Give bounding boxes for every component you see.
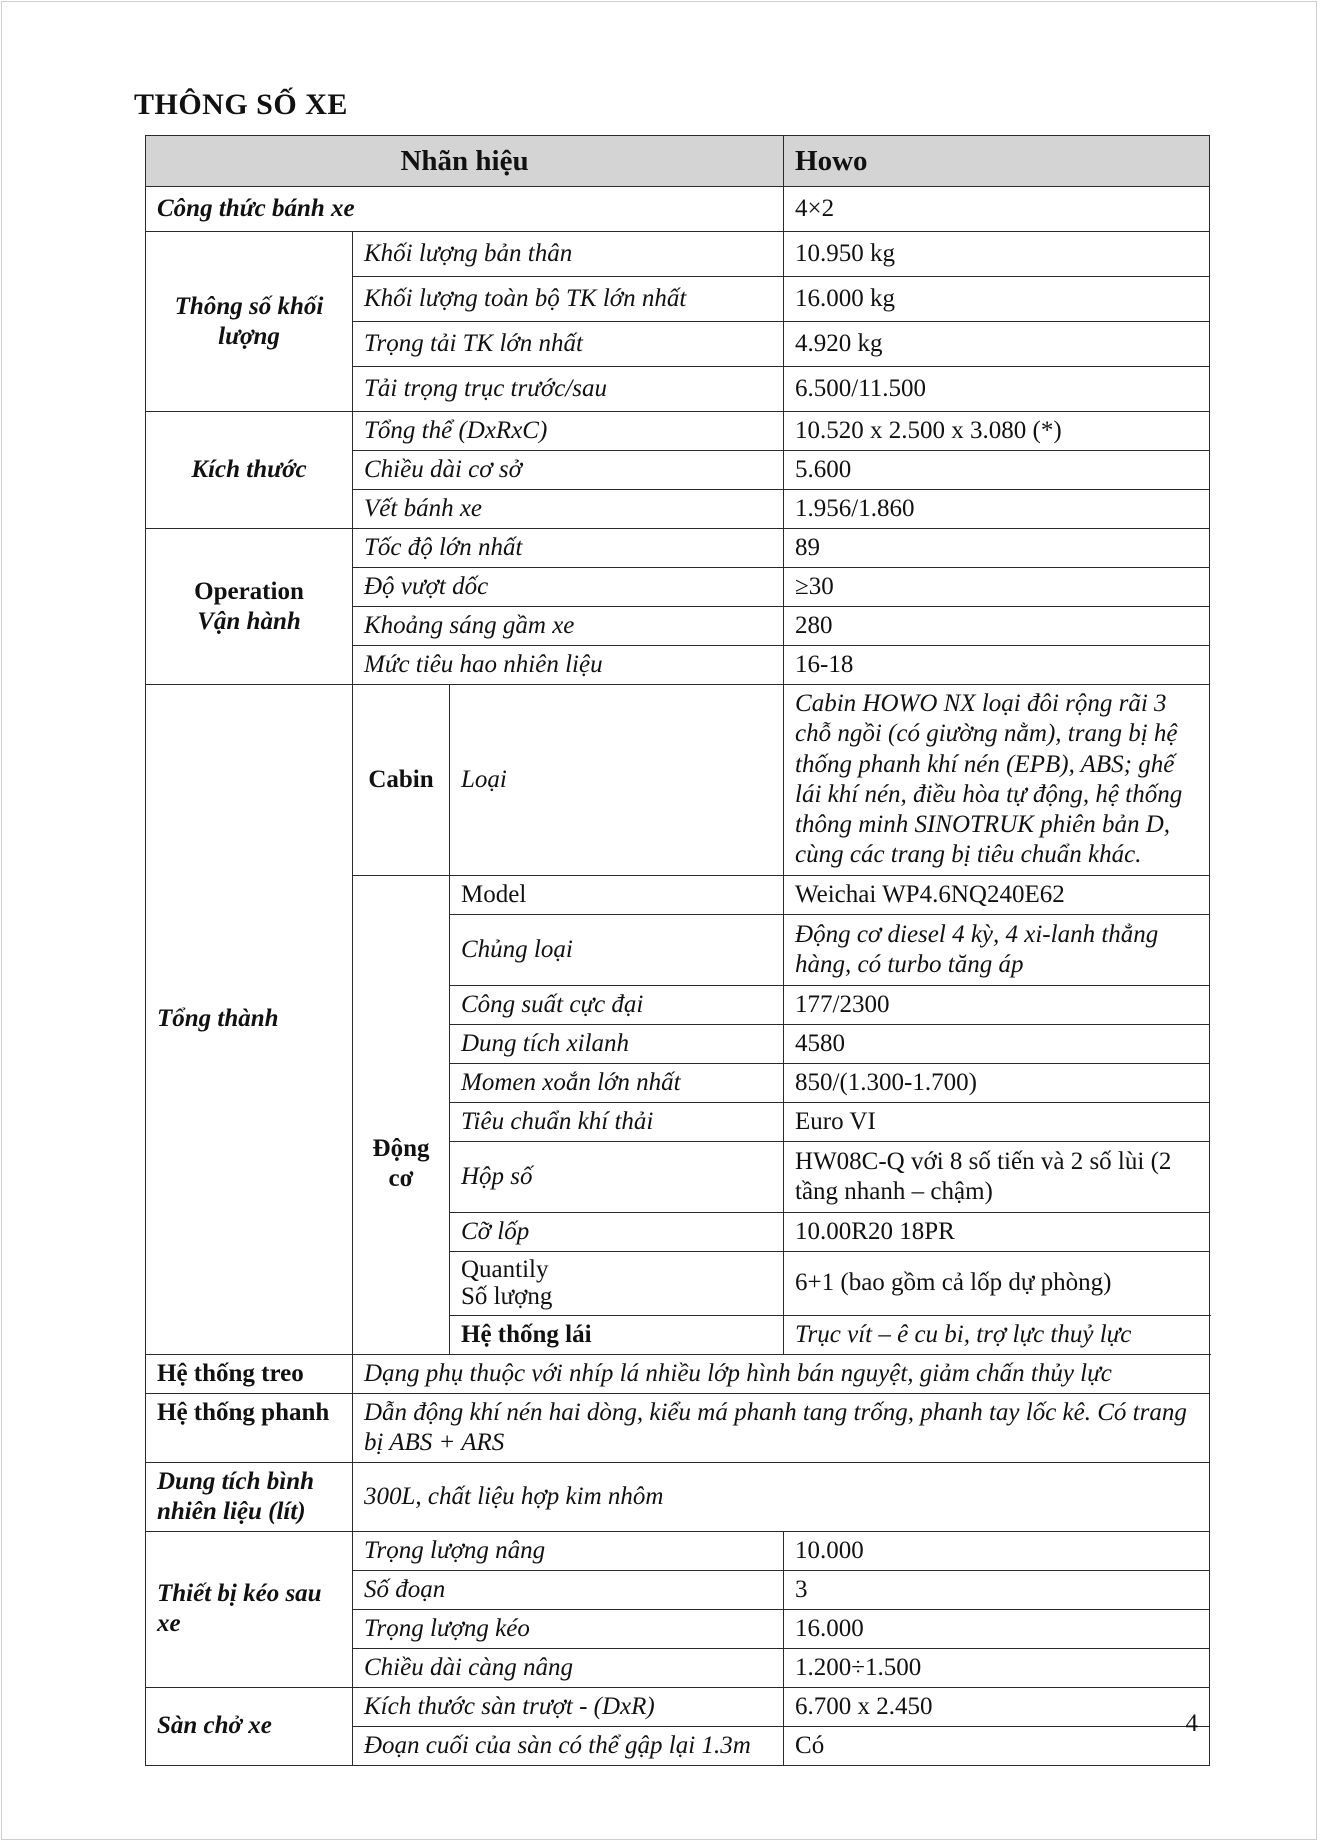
deck-label-0: Kích thước sàn trượt - (DxR) [353, 1687, 784, 1726]
mass-value-2: 4.920 kg [784, 322, 1210, 367]
engine-label: Động cơ [353, 875, 450, 1354]
tow-label-2: Trọng lượng kéo [353, 1609, 784, 1648]
deck-group-label: Sàn chở xe [146, 1687, 353, 1765]
operation-label-2: Khoảng sáng gầm xe [353, 607, 784, 646]
deck-label-1: Đoạn cuối của sàn có thể gập lại 1.3m [353, 1726, 784, 1765]
engine-quantity-value: 6+1 (bao gồm cả lốp dự phòng) [784, 1251, 1210, 1315]
table-row [146, 1531, 1210, 1570]
tow-group-label: Thiết bị kéo sau xe [146, 1531, 353, 1687]
dimensions-value-0: 10.520 x 2.500 x 3.080 (*) [784, 412, 1210, 451]
engine-value-4: 850/(1.300-1.700) [784, 1063, 1210, 1102]
tow-label-0: Trọng lượng nâng [353, 1531, 784, 1570]
mass-value-0: 10.950 kg [784, 232, 1210, 277]
dimensions-label-2: Vết bánh xe [353, 490, 784, 529]
tow-value-2: 16.000 [784, 1609, 1210, 1648]
mass-value-1: 16.000 kg [784, 277, 1210, 322]
dimensions-label-0: Tổng thể (DxRxC) [353, 412, 784, 451]
engine-quantity-label-vi: Số lượng [461, 1283, 553, 1310]
brakes-label: Hệ thống phanh [146, 1393, 353, 1462]
table-row [146, 529, 1210, 568]
tow-value-3: 1.200÷1.500 [784, 1648, 1210, 1687]
steering-value: Trục vít – ê cu bi, trợ lực thuỷ lực [784, 1315, 1210, 1354]
mass-group-label: Thông số khối lượng [146, 232, 353, 412]
dimensions-value-1: 5.600 [784, 451, 1210, 490]
dimensions-group-label: Kích thước [146, 412, 353, 529]
engine-quantity-label-en: Quantily [461, 1255, 549, 1283]
operation-value-1: ≥30 [784, 568, 1210, 607]
operation-value-2: 280 [784, 607, 1210, 646]
mass-label-2: Trọng tải TK lớn nhất [353, 322, 784, 367]
engine-label-5: Tiêu chuẩn khí thải [450, 1102, 784, 1141]
engine-label-2: Công suất cực đại [450, 985, 784, 1024]
brakes-value: Dẫn động khí nén hai dòng, kiểu má phanh tang trống, phanh tay lốc kê. Có trang bị ABS + ARS [353, 1393, 1210, 1462]
operation-group-label [146, 529, 353, 685]
mass-value-3: 6.500/11.500 [784, 367, 1210, 412]
mass-label-1: Khối lượng toàn bộ TK lớn nhất [353, 277, 784, 322]
spec-table [145, 135, 1210, 1766]
page-number: 4 [1185, 1710, 1198, 1737]
operation-group-en: Operation [194, 577, 304, 605]
suspension-label: Hệ thống treo [146, 1354, 353, 1393]
engine-value-3: 4580 [784, 1024, 1210, 1063]
header-label: Nhãn hiệu [146, 136, 784, 187]
engine-label-1: Chủng loại [450, 914, 784, 985]
fuel-tank-value: 300L, chất liệu hợp kim nhôm [353, 1462, 1210, 1531]
header-brand: Howo [784, 136, 1210, 187]
deck-value-1: Có [784, 1726, 1210, 1765]
dimensions-value-2: 1.956/1.860 [784, 490, 1210, 529]
page-title: THÔNG SỐ XE [134, 88, 348, 121]
table-row [146, 1462, 1210, 1531]
engine-label-0: Model [450, 875, 784, 914]
engine-value-0: Weichai WP4.6NQ240E62 [784, 875, 1210, 914]
table-row [146, 685, 1210, 876]
wheel-formula-label: Công thức bánh xe [146, 187, 784, 232]
tow-label-3: Chiều dài càng nâng [353, 1648, 784, 1687]
table-row [146, 187, 1210, 232]
operation-value-0: 89 [784, 529, 1210, 568]
operation-label-0: Tốc độ lớn nhất [353, 529, 784, 568]
fuel-tank-label: Dung tích bình nhiên liệu (lít) [146, 1462, 353, 1531]
table-row [146, 412, 1210, 451]
operation-value-3: 16-18 [784, 646, 1210, 685]
engine-label-6: Hộp số [450, 1141, 784, 1212]
engine-label-3: Dung tích xilanh [450, 1024, 784, 1063]
tow-value-1: 3 [784, 1570, 1210, 1609]
operation-group-vi: Vận hành [197, 607, 301, 635]
engine-value-6: HW08C-Q với 8 số tiến và 2 số lùi (2 tầng nhanh – chậm) [784, 1141, 1210, 1212]
assembly-group-label: Tổng thành [146, 685, 353, 1355]
suspension-value: Dạng phụ thuộc với nhíp lá nhiều lớp hình bán nguyệt, giảm chấn thủy lực [353, 1354, 1210, 1393]
engine-value-2: 177/2300 [784, 985, 1210, 1024]
engine-quantity-label [450, 1251, 784, 1315]
mass-label-3: Tải trọng trục trước/sau [353, 367, 784, 412]
steering-label: Hệ thống lái [450, 1315, 784, 1354]
tow-value-0: 10.000 [784, 1531, 1210, 1570]
table-row [146, 1687, 1210, 1726]
deck-value-0: 6.700 x 2.450 [784, 1687, 1210, 1726]
wheel-formula-value: 4×2 [784, 187, 1210, 232]
engine-value-7: 10.00R20 18PR [784, 1212, 1210, 1251]
cabin-type-value: Cabin HOWO NX loại đôi rộng rãi 3 chỗ ngồi (có giường nằm), trang bị hệ thống phanh khí nén (EPB), ABS; ghế lái khí nén, điều hòa tự động, hệ thống thông minh SINOTRUK phiên bản D, cùng các trang bị tiêu chuẩn khác. [784, 685, 1210, 876]
engine-value-5: Euro VI [784, 1102, 1210, 1141]
operation-label-3: Mức tiêu hao nhiên liệu [353, 646, 784, 685]
engine-label-4: Momen xoắn lớn nhất [450, 1063, 784, 1102]
tow-label-1: Số đoạn [353, 1570, 784, 1609]
cabin-label: Cabin [353, 685, 450, 876]
engine-value-1: Động cơ diesel 4 kỳ, 4 xi-lanh thẳng hàng, có turbo tăng áp [784, 914, 1210, 985]
cabin-type-label: Loại [450, 685, 784, 876]
engine-label-7: Cỡ lốp [450, 1212, 784, 1251]
table-row [146, 1393, 1210, 1462]
table-row [146, 1354, 1210, 1393]
mass-label-0: Khối lượng bản thân [353, 232, 784, 277]
header-row [146, 136, 1210, 187]
table-row [146, 232, 1210, 277]
operation-label-1: Độ vượt dốc [353, 568, 784, 607]
dimensions-label-1: Chiều dài cơ sở [353, 451, 784, 490]
